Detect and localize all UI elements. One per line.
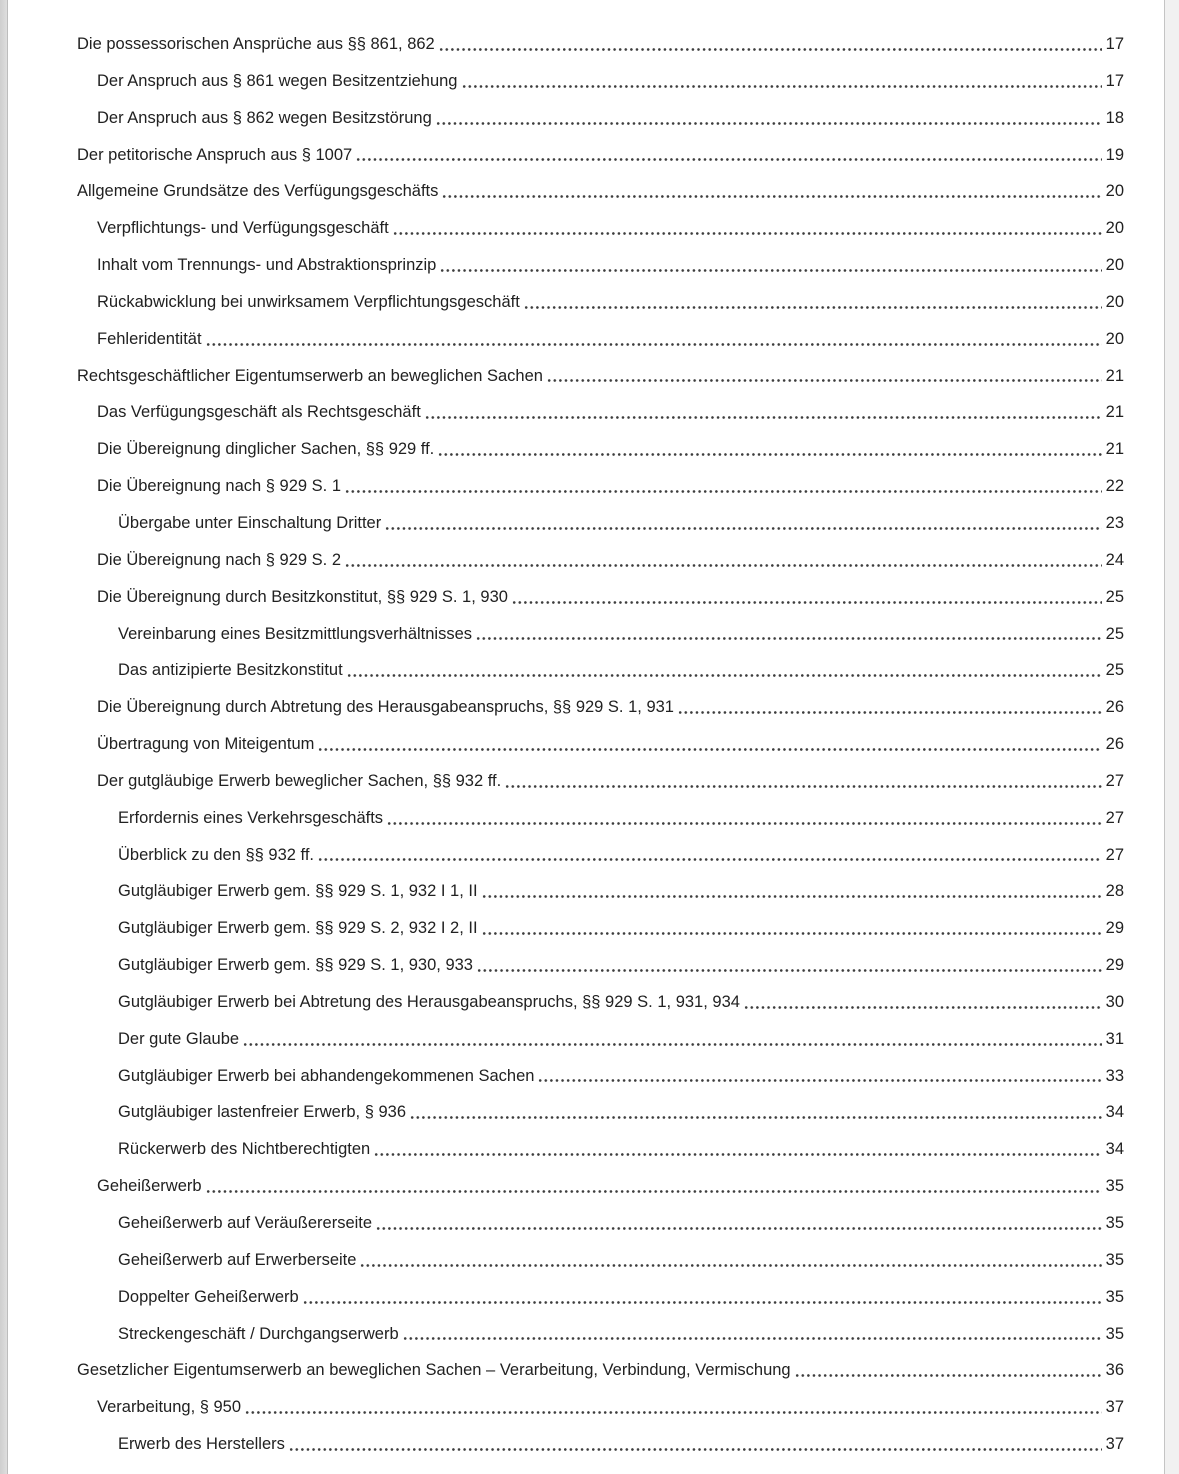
toc-page-number: 24 bbox=[1105, 550, 1124, 569]
toc-page-number: 36 bbox=[1105, 1361, 1124, 1380]
toc-page-number: 21 bbox=[1105, 403, 1124, 422]
toc-entry[interactable] bbox=[77, 1426, 1124, 1463]
toc-entry[interactable] bbox=[77, 247, 1124, 284]
toc-dot-leader bbox=[206, 1188, 1102, 1195]
toc-entry[interactable] bbox=[77, 173, 1124, 210]
toc-dot-leader bbox=[410, 1114, 1102, 1121]
toc-entry[interactable] bbox=[77, 800, 1124, 837]
toc-entry-label: Die possessorischen Ansprüche aus §§ 861, 862 bbox=[77, 35, 435, 53]
toc-dot-leader bbox=[345, 562, 1102, 569]
toc-dot-leader bbox=[547, 377, 1102, 384]
toc-dot-leader bbox=[243, 1041, 1102, 1048]
page-left-gutter bbox=[0, 0, 8, 1474]
toc-dot-leader bbox=[438, 451, 1102, 458]
toc-page-number: 22 bbox=[1105, 477, 1124, 496]
toc-entry-label: Inhalt vom Trennungs- und Abstraktionsprinzip bbox=[97, 256, 437, 275]
toc-entry[interactable] bbox=[77, 837, 1124, 874]
toc-entry[interactable] bbox=[77, 1021, 1124, 1058]
toc-entry-label: Rechtsgeschäftlicher Eigentumserwerb an beweglichen Sachen bbox=[77, 366, 543, 385]
toc-dot-leader bbox=[744, 1004, 1102, 1011]
toc-entry[interactable] bbox=[77, 210, 1124, 247]
toc-dot-leader bbox=[303, 1299, 1102, 1306]
toc-dot-leader bbox=[374, 1151, 1102, 1158]
toc-page-number: 27 bbox=[1105, 808, 1124, 827]
toc-entry[interactable] bbox=[77, 63, 1124, 100]
toc-entry[interactable] bbox=[77, 947, 1124, 984]
toc-dot-leader bbox=[442, 193, 1102, 200]
toc-page-number: 20 bbox=[1105, 292, 1124, 311]
toc-entry-label: Gutgläubiger Erwerb bei abhandengekommenen Sachen bbox=[118, 1066, 535, 1085]
toc-entry[interactable] bbox=[77, 616, 1124, 653]
toc-entry[interactable] bbox=[77, 26, 1124, 63]
toc-entry[interactable] bbox=[77, 689, 1124, 726]
toc-entry-label: Erfordernis eines Verkehrsgeschäfts bbox=[118, 808, 384, 827]
toc-dot-leader bbox=[524, 304, 1102, 311]
toc-page-number: 35 bbox=[1105, 1214, 1124, 1232]
toc-entry-label: Verpflichtungs- und Verfügungsgeschäft bbox=[97, 219, 389, 238]
toc-page-number: 17 bbox=[1105, 71, 1124, 90]
toc-entry[interactable] bbox=[77, 1242, 1124, 1279]
toc-dot-leader bbox=[538, 1077, 1102, 1084]
toc-entry[interactable] bbox=[77, 100, 1124, 137]
toc-page-number: 17 bbox=[1105, 35, 1124, 53]
toc-page-number: 37 bbox=[1105, 1398, 1124, 1417]
toc-dot-leader bbox=[476, 635, 1102, 642]
toc-dot-leader bbox=[462, 83, 1103, 90]
toc-entry-label: Gutgläubiger Erwerb bei Abtretung des Herausgabeanspruchs, §§ 929 S. 1, 931, 934 bbox=[118, 992, 740, 1011]
toc-dot-leader bbox=[385, 525, 1102, 532]
toc-entry[interactable] bbox=[77, 542, 1124, 579]
toc-entry-label: Überblick zu den §§ 932 ff. bbox=[118, 845, 314, 864]
toc-entry[interactable] bbox=[77, 1389, 1124, 1426]
toc-entry[interactable] bbox=[77, 431, 1124, 468]
toc-entry-label: Der gutgläubige Erwerb beweglicher Sachen, §§ 932 ff. bbox=[97, 771, 502, 790]
toc-dot-leader bbox=[393, 230, 1102, 237]
toc-page-number: 20 bbox=[1105, 182, 1124, 201]
toc-entry-label: Der petitorische Anspruch aus § 1007 bbox=[77, 145, 353, 164]
toc-entry-label: Die Übereignung durch Besitzkonstitut, §§ 929 S. 1, 930 bbox=[97, 587, 508, 606]
toc-entry[interactable] bbox=[77, 1168, 1124, 1205]
toc-entry-label: Übergabe unter Einschaltung Dritter bbox=[118, 513, 382, 532]
toc-entry[interactable] bbox=[77, 726, 1124, 763]
toc-page-number: 28 bbox=[1105, 882, 1124, 901]
toc-entry[interactable] bbox=[77, 394, 1124, 431]
toc-page-number: 29 bbox=[1105, 956, 1124, 975]
toc-dot-leader bbox=[356, 156, 1102, 163]
toc-entry-label: Geheißerwerb bbox=[97, 1177, 202, 1196]
toc-entry[interactable] bbox=[77, 873, 1124, 910]
toc-entry[interactable] bbox=[77, 505, 1124, 542]
toc-dot-leader bbox=[505, 783, 1102, 790]
toc-dot-leader bbox=[436, 120, 1102, 127]
toc-dot-leader bbox=[425, 414, 1102, 421]
toc-list bbox=[77, 26, 1124, 1463]
toc-entry[interactable] bbox=[77, 284, 1124, 321]
toc-entry[interactable] bbox=[77, 358, 1124, 395]
toc-entry-label: Fehleridentität bbox=[97, 329, 202, 348]
toc-page-number: 18 bbox=[1105, 108, 1124, 127]
toc-page-number: 35 bbox=[1105, 1177, 1124, 1196]
toc-entry-label: Die Übereignung nach § 929 S. 2 bbox=[97, 550, 342, 569]
toc-page-number: 26 bbox=[1105, 698, 1124, 717]
toc-page-number: 20 bbox=[1105, 256, 1124, 275]
toc-entry[interactable] bbox=[77, 910, 1124, 947]
toc-page-number: 20 bbox=[1105, 219, 1124, 238]
toc-dot-leader bbox=[439, 46, 1102, 53]
toc-entry-label: Gutgläubiger lastenfreier Erwerb, § 936 bbox=[118, 1103, 406, 1122]
toc-entry-label: Rückabwicklung bei unwirksamem Verpflichtungsgeschäft bbox=[97, 292, 520, 311]
toc-entry-label: Die Übereignung dinglicher Sachen, §§ 929 ff. bbox=[97, 440, 435, 459]
toc-dot-leader bbox=[482, 930, 1102, 937]
toc-entry[interactable] bbox=[77, 1094, 1124, 1131]
toc-page-number: 29 bbox=[1105, 919, 1124, 938]
toc-entry[interactable] bbox=[77, 1058, 1124, 1095]
toc-entry-label: Die Übereignung durch Abtretung des Herausgabeanspruchs, §§ 929 S. 1, 931 bbox=[97, 698, 674, 717]
toc-entry-label: Rückerwerb des Nichtberechtigten bbox=[118, 1140, 371, 1159]
toc-dot-leader bbox=[318, 856, 1102, 863]
toc-dot-leader bbox=[206, 341, 1102, 348]
toc-entry[interactable] bbox=[77, 1352, 1124, 1389]
toc-page-number: 35 bbox=[1105, 1324, 1124, 1343]
toc-dot-leader bbox=[245, 1409, 1102, 1416]
toc-page-number: 35 bbox=[1105, 1287, 1124, 1306]
toc-page-number: 23 bbox=[1105, 513, 1124, 532]
toc-page-number: 34 bbox=[1105, 1103, 1124, 1122]
toc-entry-label: Doppelter Geheißerwerb bbox=[118, 1287, 299, 1306]
toc-page-number: 19 bbox=[1105, 145, 1124, 164]
toc-dot-leader bbox=[376, 1225, 1102, 1232]
toc-page-number: 25 bbox=[1105, 587, 1124, 606]
toc-entry-label: Gesetzlicher Eigentumserwerb an beweglichen Sachen – Verarbeitung, Verbindung, Vermischung bbox=[77, 1361, 791, 1380]
toc-entry-label: Übertragung von Miteigentum bbox=[97, 735, 315, 754]
toc-entry[interactable] bbox=[77, 984, 1124, 1021]
toc-dot-leader bbox=[403, 1335, 1102, 1342]
toc-entry[interactable] bbox=[77, 1316, 1124, 1353]
toc-dot-leader bbox=[477, 967, 1102, 974]
toc-entry-label: Erwerb des Herstellers bbox=[118, 1435, 285, 1454]
toc-entry-label: Gutgläubiger Erwerb gem. §§ 929 S. 2, 932 I 2, II bbox=[118, 919, 478, 938]
page-right-gutter bbox=[1164, 0, 1179, 1474]
toc-entry-label: Der gute Glaube bbox=[118, 1029, 240, 1048]
toc-page-number: 25 bbox=[1105, 624, 1124, 643]
toc-page-number: 26 bbox=[1105, 735, 1124, 754]
toc-entry-label: Gutgläubiger Erwerb gem. §§ 929 S. 1, 932 I 1, II bbox=[118, 882, 478, 901]
toc-entry-label: Streckengeschäft / Durchgangserwerb bbox=[118, 1324, 399, 1343]
toc-dot-leader bbox=[345, 488, 1102, 495]
toc-entry[interactable] bbox=[77, 1205, 1124, 1242]
toc-entry[interactable] bbox=[77, 1131, 1124, 1168]
toc-page-number: 34 bbox=[1105, 1140, 1124, 1159]
toc-dot-leader bbox=[678, 709, 1102, 716]
toc-page-number: 25 bbox=[1105, 661, 1124, 680]
toc-entry-label: Allgemeine Grundsätze des Verfügungsgeschäfts bbox=[77, 182, 439, 201]
toc-entry[interactable] bbox=[77, 137, 1124, 174]
toc-entry[interactable] bbox=[77, 763, 1124, 800]
toc-dot-leader bbox=[347, 672, 1102, 679]
toc-page-number: 27 bbox=[1105, 771, 1124, 790]
toc-page-number: 31 bbox=[1105, 1029, 1124, 1048]
toc-entry-label: Der Anspruch aus § 862 wegen Besitzstörung bbox=[97, 108, 432, 127]
toc-entry[interactable] bbox=[77, 652, 1124, 689]
toc-dot-leader bbox=[360, 1262, 1102, 1269]
toc-page-number: 20 bbox=[1105, 329, 1124, 348]
toc-page-number: 21 bbox=[1105, 366, 1124, 385]
toc-page-number: 21 bbox=[1105, 440, 1124, 459]
toc-entry[interactable] bbox=[77, 468, 1124, 505]
toc-entry[interactable] bbox=[77, 1279, 1124, 1316]
toc-page-number: 30 bbox=[1105, 992, 1124, 1011]
toc-entry-label: Das antizipierte Besitzkonstitut bbox=[118, 661, 343, 680]
toc-entry-label: Verarbeitung, § 950 bbox=[97, 1398, 242, 1417]
toc-dot-leader bbox=[482, 893, 1102, 900]
toc-page-number: 37 bbox=[1105, 1435, 1124, 1454]
toc-dot-leader bbox=[440, 267, 1102, 274]
toc-dot-leader bbox=[387, 820, 1102, 827]
toc-entry-label: Die Übereignung nach § 929 S. 1 bbox=[97, 477, 342, 496]
document-page bbox=[8, 0, 1164, 1474]
toc-entry-label: Vereinbarung eines Besitzmittlungsverhältnisses bbox=[118, 624, 473, 643]
toc-entry-label: Geheißerwerb auf Veräußererseite bbox=[118, 1214, 373, 1232]
toc-dot-leader bbox=[318, 746, 1102, 753]
toc-entry[interactable] bbox=[77, 579, 1124, 616]
toc-entry[interactable] bbox=[77, 321, 1124, 358]
toc-dot-leader bbox=[795, 1372, 1102, 1379]
toc-page-number: 33 bbox=[1105, 1066, 1124, 1085]
toc-entry-label: Der Anspruch aus § 861 wegen Besitzentziehung bbox=[97, 71, 458, 90]
toc-entry-label: Das Verfügungsgeschäft als Rechtsgeschäft bbox=[97, 403, 421, 422]
toc-dot-leader bbox=[289, 1446, 1102, 1453]
toc-entry-label: Gutgläubiger Erwerb gem. §§ 929 S. 1, 930, 933 bbox=[118, 956, 473, 975]
toc-dot-leader bbox=[512, 599, 1102, 606]
toc-page-number: 27 bbox=[1105, 845, 1124, 864]
toc-page-number: 35 bbox=[1105, 1250, 1124, 1269]
toc-entry-label: Geheißerwerb auf Erwerberseite bbox=[118, 1250, 357, 1269]
